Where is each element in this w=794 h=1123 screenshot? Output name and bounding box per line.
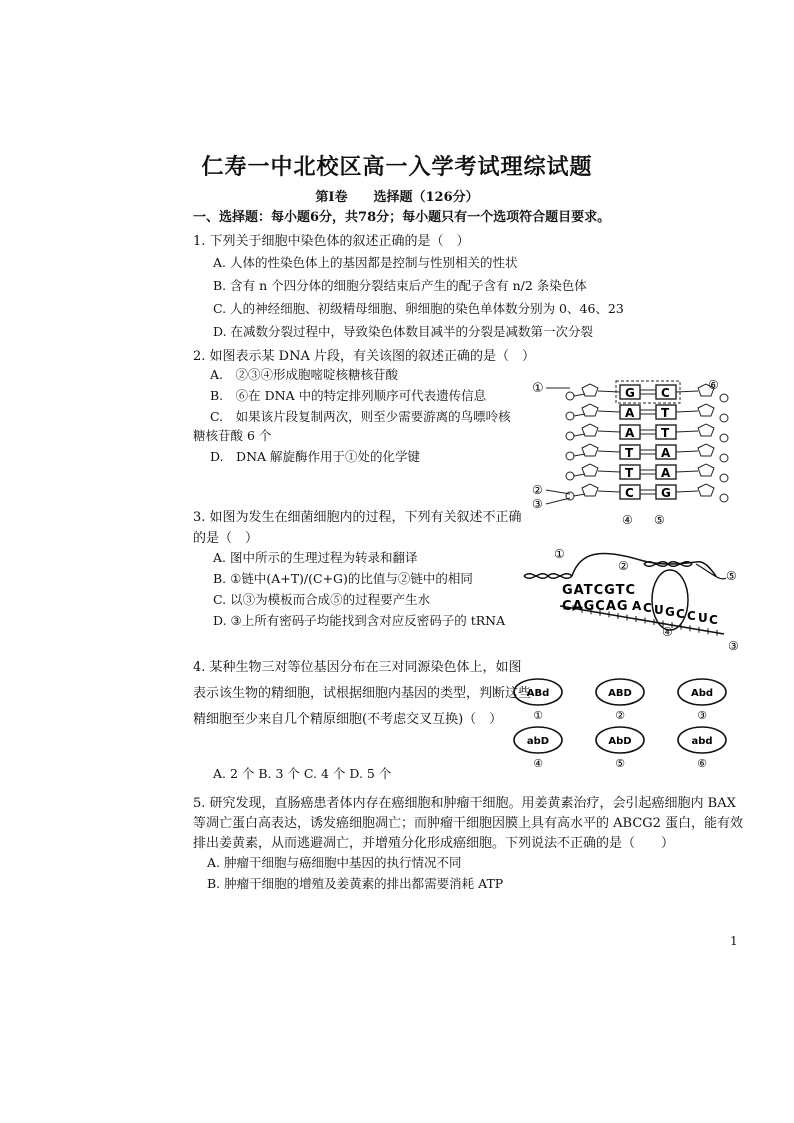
dna-right-base: G — [661, 486, 671, 500]
rna-tail-base: C — [687, 609, 696, 623]
dna-left-base: G — [625, 386, 635, 400]
section-subtitle: 第Ⅰ卷 选择题（126分） — [315, 190, 479, 205]
dna-right-base: T — [661, 426, 670, 440]
trans-label-5: ⑤ — [726, 569, 737, 583]
cell-genes: AbD — [608, 736, 632, 747]
sperm-cells — [514, 679, 726, 770]
section-instructions: 一、选择题：每小题6分，共78分；每小题只有一个选项符合题目要求。 — [193, 210, 611, 225]
trans-label-3: ③ — [728, 639, 739, 652]
rna-tail-base: G — [665, 605, 675, 619]
dna-right-base: A — [661, 446, 671, 460]
question-5-stem-cont: 等凋亡蛋白高表达，诱发癌细胞凋亡；而肿瘤干细胞因膜上具有高水平的 ABCG2 蛋白，能有效 — [193, 816, 744, 831]
question-5-stem: 5. 研究发现，直肠癌患者体内存在癌细胞和肿瘤干细胞。用姜黄素治疗，会引起癌细胞内 BAX — [193, 796, 736, 811]
dna-label-1: ① — [532, 381, 544, 396]
lower-sequence: CAGCAG — [562, 599, 629, 614]
dna-label-2: ② — [532, 483, 543, 497]
dna-label-6: ⑥ — [708, 378, 719, 392]
question-1-option-a: A. 人体的性染色体上的基因都是控制与性别相关的性状 — [213, 255, 518, 270]
dna-left-base: T — [625, 446, 634, 460]
dna-left-base: A — [625, 426, 635, 440]
cell-genes: ABD — [608, 688, 632, 699]
cell-genes: abd — [691, 736, 713, 747]
question-3-option-c: C. 以③为模板而合成⑤的过程要产生水 — [213, 592, 431, 607]
question-2-option-d: D. DNA 解旋酶作用于①处的化学键 — [210, 449, 421, 464]
dna-label-3: ③ — [532, 497, 543, 511]
question-1-option-b: B. 含有 n 个四分体的细胞分裂结束后产生的配子含有 n/2 条染色体 — [213, 278, 587, 293]
question-3-stem: 3. 如图为发生在细菌细胞内的过程，下列有关叙述不正确 — [193, 510, 522, 525]
cell-genes: Abd — [690, 688, 714, 699]
question-1-option-c: C. 人的神经细胞、初级精母细胞、卵细胞的染色单体数分别为 0、46、23 — [213, 301, 624, 316]
rna-tail-base: C — [643, 601, 652, 615]
question-4-options: A. 2 个 B. 3 个 C. 4 个 D. 5 个 — [213, 766, 392, 781]
question-1-stem: 1. 下列关于细胞中染色体的叙述正确的是（ ） — [193, 234, 470, 249]
rna-tail-base: U — [698, 611, 708, 625]
question-4-stem-cont: 表示该生物的精细胞，试根据细胞内基因的类型，判断这些 — [193, 686, 532, 701]
rna-tail-base: C — [709, 613, 718, 627]
question-2-option-b: B. ⑥在 DNA 中的特定排列顺序可代表遗传信息 — [210, 388, 487, 403]
cell-number: ③ — [697, 709, 707, 722]
cell-number: ① — [533, 709, 543, 722]
question-3-option-b: B. ①链中(A+T)/(C+G)的比值与②链中的相同 — [213, 571, 473, 586]
page-title: 仁寿一中北校区高一入学考试理综试题 — [201, 154, 593, 180]
question-3-stem-cont: 的是（ ） — [193, 531, 259, 546]
question-2-option-c: C. 如果该片段复制两次，则至少需要游离的鸟嘌呤核 — [210, 409, 511, 424]
dna-left-base: T — [625, 466, 634, 480]
rna-tail-base: C — [676, 607, 685, 621]
page-number: 1 — [730, 934, 738, 948]
question-4-stem-cont2: 精细胞至少来自几个精原细胞(不考虑交叉互换)（ ） — [193, 712, 503, 727]
ribosome-ellipse — [652, 570, 688, 630]
question-3-option-a: A. 图中所示的生理过程为转录和翻译 — [213, 550, 418, 565]
trans-label-2: ② — [618, 559, 629, 573]
question-5-option-b: B. 肿瘤干细胞的增殖及姜黄素的排出都需要消耗 ATP — [207, 876, 504, 891]
dna-left-base: C — [625, 486, 634, 500]
question-1-option-d: D. 在减数分裂过程中，导致染色体数目减半的分裂是减数第一次分裂 — [213, 324, 594, 339]
cell-genes: abD — [526, 736, 550, 747]
trans-label-4: ④ — [662, 625, 673, 639]
cell-genes: ABd — [526, 688, 550, 699]
upper-sequence: GATCGTC — [562, 583, 636, 598]
cell-number: ④ — [533, 757, 543, 770]
rna-tail-base: A — [632, 599, 642, 613]
dna-right-base: A — [661, 466, 671, 480]
dna-right-base: C — [661, 386, 670, 400]
dna-label-5: ⑤ — [654, 513, 665, 527]
dna-label-4: ④ — [622, 513, 633, 527]
cell-number: ⑤ — [615, 757, 625, 770]
rna-tail-base: U — [654, 603, 664, 617]
transcription-figure — [520, 542, 744, 652]
question-4-stem: 4. 某种生物三对等位基因分布在三对同源染色体上，如图 — [193, 660, 522, 675]
question-5-option-a: A. 肿瘤干细胞与癌细胞中基因的执行情况不同 — [207, 855, 462, 870]
question-2-stem: 2. 如图表示某 DNA 片段，有关该图的叙述正确的是（ ） — [193, 349, 535, 364]
cell-number: ⑥ — [697, 757, 707, 770]
question-3-option-d: D. ③上所有密码子均能找到含对应反密码子的 tRNA — [213, 613, 506, 628]
dna-left-base: A — [625, 406, 635, 420]
dna-right-base: T — [661, 406, 670, 420]
question-5-stem-cont2: 排出姜黄素，从而逃避凋亡，并增殖分化形成癌细胞。下列说法不正确的是（ ） — [193, 836, 675, 851]
dna-base-pairs — [566, 384, 728, 502]
sperm-cells-figure — [510, 676, 730, 776]
cell-number: ② — [615, 709, 625, 722]
trans-label-1: ① — [554, 547, 565, 561]
dna-figure — [530, 378, 730, 528]
question-2-option-c-cont: 糖核苷酸 6 个 — [193, 428, 272, 443]
question-2-option-a: A. ②③④形成胞嘧啶核糖核苷酸 — [210, 367, 399, 382]
